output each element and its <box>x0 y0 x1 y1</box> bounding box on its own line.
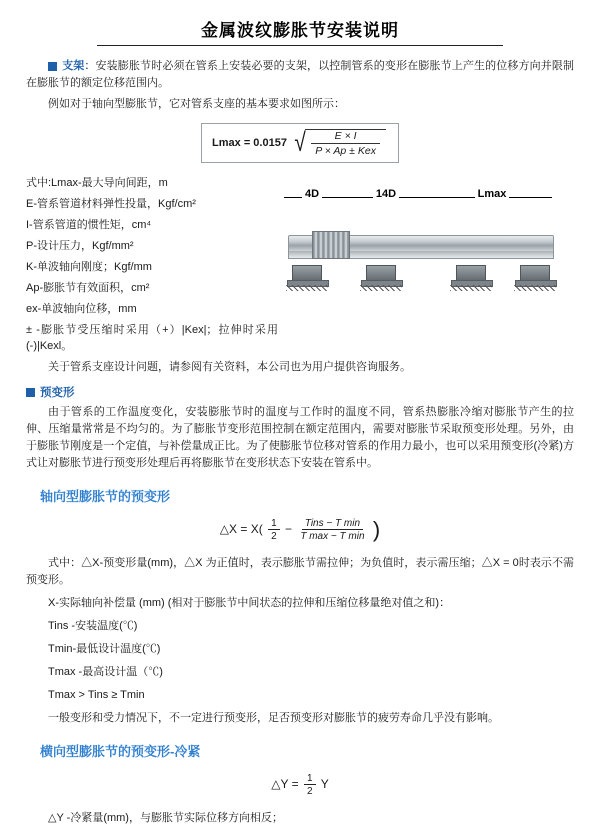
formula-denominator: P × Ap ± Kex <box>315 145 376 157</box>
axial-line: Tmin-最低设计温度(℃) <box>48 643 161 655</box>
lateral-frac-numerator: 1 <box>304 773 316 785</box>
equation-lateral-rhs: Y <box>320 777 329 792</box>
document-page <box>0 16 600 824</box>
axial-explanation-lines <box>26 555 574 727</box>
subheading-lateral: 横向型膨胀节的预变形-冷紧 <box>40 744 201 759</box>
dimension-14d-label: 14D <box>373 188 399 200</box>
dimension-lmax-label: Lmax <box>475 188 510 200</box>
anchor-ground-icon <box>360 285 402 291</box>
legend-list <box>26 175 278 359</box>
section-predeform-text: 由于管系的工作温度变化，安装膨胀节时的温度与工作时的温度不同，管系热膨胀冷缩对膨胀节产生的拉伸、压缩量常常是不均匀的。为了膨胀节变形范围控制在额定范围内，需要对膨胀节采取预变形处理。另外，由于膨胀节刚度是一个定值，与补偿量成正比。为了使膨胀节位移对管系的作用力最小，也可以采用预变形(冷紧)方式让对膨胀节进行预变形处理后再将膨胀节在变形状态下安装在管系中。 <box>26 406 574 469</box>
axial-line: Tmax > Tins ≥ Tmin <box>48 689 145 701</box>
equation-axial-lhs: △X = X( <box>219 522 263 537</box>
radical-sign-icon: √ <box>294 127 306 157</box>
equation-axial-rhs: ) <box>372 517 381 542</box>
figure-pipe-support <box>284 175 574 359</box>
frac2-numerator: Tins − T min <box>302 518 363 530</box>
legend-item: I-管系管道的惯性矩，cm⁴ <box>26 219 152 231</box>
anchor-support-icon <box>292 265 322 283</box>
page-title: 金属波纹膨胀节安装说明 <box>201 21 399 40</box>
anchor-ground-icon <box>450 285 492 291</box>
section-predeform-label: 预变形 <box>40 387 75 399</box>
axial-line: Tmax -最高设计温（℃) <box>48 666 163 678</box>
equation-axial-body <box>220 517 380 543</box>
dimension-4d-label: 4D <box>302 188 322 200</box>
bellows-expansion-joint-icon <box>312 231 350 259</box>
dimension-lmax <box>432 189 552 205</box>
legend-item: Ap-膨胀节有效面积，cm² <box>26 282 150 294</box>
axial-line: Tins -安装温度(℃) <box>48 620 138 632</box>
lateral-note: △Y -冷紧量(mm)，与膨胀节实际位移方向相反； <box>48 812 283 824</box>
equation-lateral-lhs: △Y = <box>271 777 299 792</box>
equation-axial-frac1 <box>268 517 280 543</box>
axial-line: 式中：△X-预变形量(mm)，△X 为正值时，表示膨胀节需拉伸；为负值时，表示需压缩；△X = 0时表示不需预变形。 <box>26 557 574 586</box>
equation-lateral <box>26 772 574 798</box>
legend-item: E-管系管道材料弹性投量，Kgf/cm² <box>26 198 196 210</box>
frac2-denominator: T max − T min <box>300 531 365 542</box>
section-bracket-text: 安装膨胀节时必须在管系上安装必要的支架，以控制管系的变形在膨胀节上产生的位移方向并限制在膨胀节的额定位移范围内。 <box>26 60 575 89</box>
axial-line: 一般变形和受力情况下，不一定进行预变形，足否预变形对膨胀节的疲劳寿命几乎没有影响。 <box>48 712 499 724</box>
title-divider <box>97 45 503 46</box>
equation-axial-minus: − <box>284 522 292 537</box>
formula-lmax <box>26 123 574 163</box>
frac1-denominator: 2 <box>271 531 277 542</box>
subheading-axial: 轴向型膨胀节的预变形 <box>40 489 171 504</box>
equation-lateral-frac <box>304 772 316 798</box>
equation-axial-frac2 <box>297 517 367 543</box>
dimension-4d <box>284 189 340 205</box>
axial-line: X-实际轴向补偿量 (mm) (相对于膨胀节中间状态的拉伸和压缩位移量绝对值之和)： <box>48 597 451 609</box>
figure-dimensions <box>284 189 574 205</box>
equation-axial <box>26 517 574 543</box>
legend-item: ± -膨胀节受压缩时采用（+）|Kex|；拉伸时采用(-)|Kexl。 <box>26 324 278 352</box>
anchor-support-icon <box>456 265 486 283</box>
anchor-support-icon <box>520 265 550 283</box>
anchor-ground-icon <box>286 285 328 291</box>
blue-square-bullet-icon <box>48 62 57 71</box>
formula-radical <box>293 129 386 157</box>
section-bracket-label: 支架 <box>62 60 85 72</box>
anchor-ground-icon <box>514 285 556 291</box>
section-bracket-heading: 支架：安装膨胀节时必须在管系上安装必要的支架，以控制管系的变形在膨胀节上产生的位移方向并限制在膨胀节的额定位移范围内。 <box>26 60 575 89</box>
pipe-diagram <box>284 209 556 291</box>
formula-box <box>201 123 399 163</box>
formula-fraction <box>305 129 386 157</box>
bracket-intro: 例如对于轴向型膨胀节，它对管系支座的基本要求如图所示： <box>48 98 345 110</box>
legend-item: ex-单波轴向位移，mm <box>26 303 137 315</box>
legend-item: 式中:Lmax-最大导向间距，m <box>26 177 168 189</box>
section-predeform-heading <box>26 384 574 400</box>
lateral-frac-denominator: 2 <box>307 786 313 797</box>
formula-lhs: Lmax = 0.0157 <box>212 137 287 149</box>
legend-item: K-单波轴向刚度；Kgf/mm <box>26 261 152 273</box>
document-content <box>0 58 600 827</box>
equation-lateral-body <box>271 772 328 798</box>
consult-note: 关于管系支座设计问题，请参阅有关资料，本公司也为用户提供咨询服务。 <box>48 361 411 373</box>
blue-square-bullet-icon <box>26 388 35 397</box>
legend-and-figure <box>26 175 574 359</box>
legend-item: P-设计压力，Kgf/mm² <box>26 240 134 252</box>
dimension-14d <box>340 189 432 205</box>
frac1-numerator: 1 <box>268 518 280 530</box>
formula-numerator: E × I <box>311 130 380 144</box>
anchor-support-icon <box>366 265 396 283</box>
